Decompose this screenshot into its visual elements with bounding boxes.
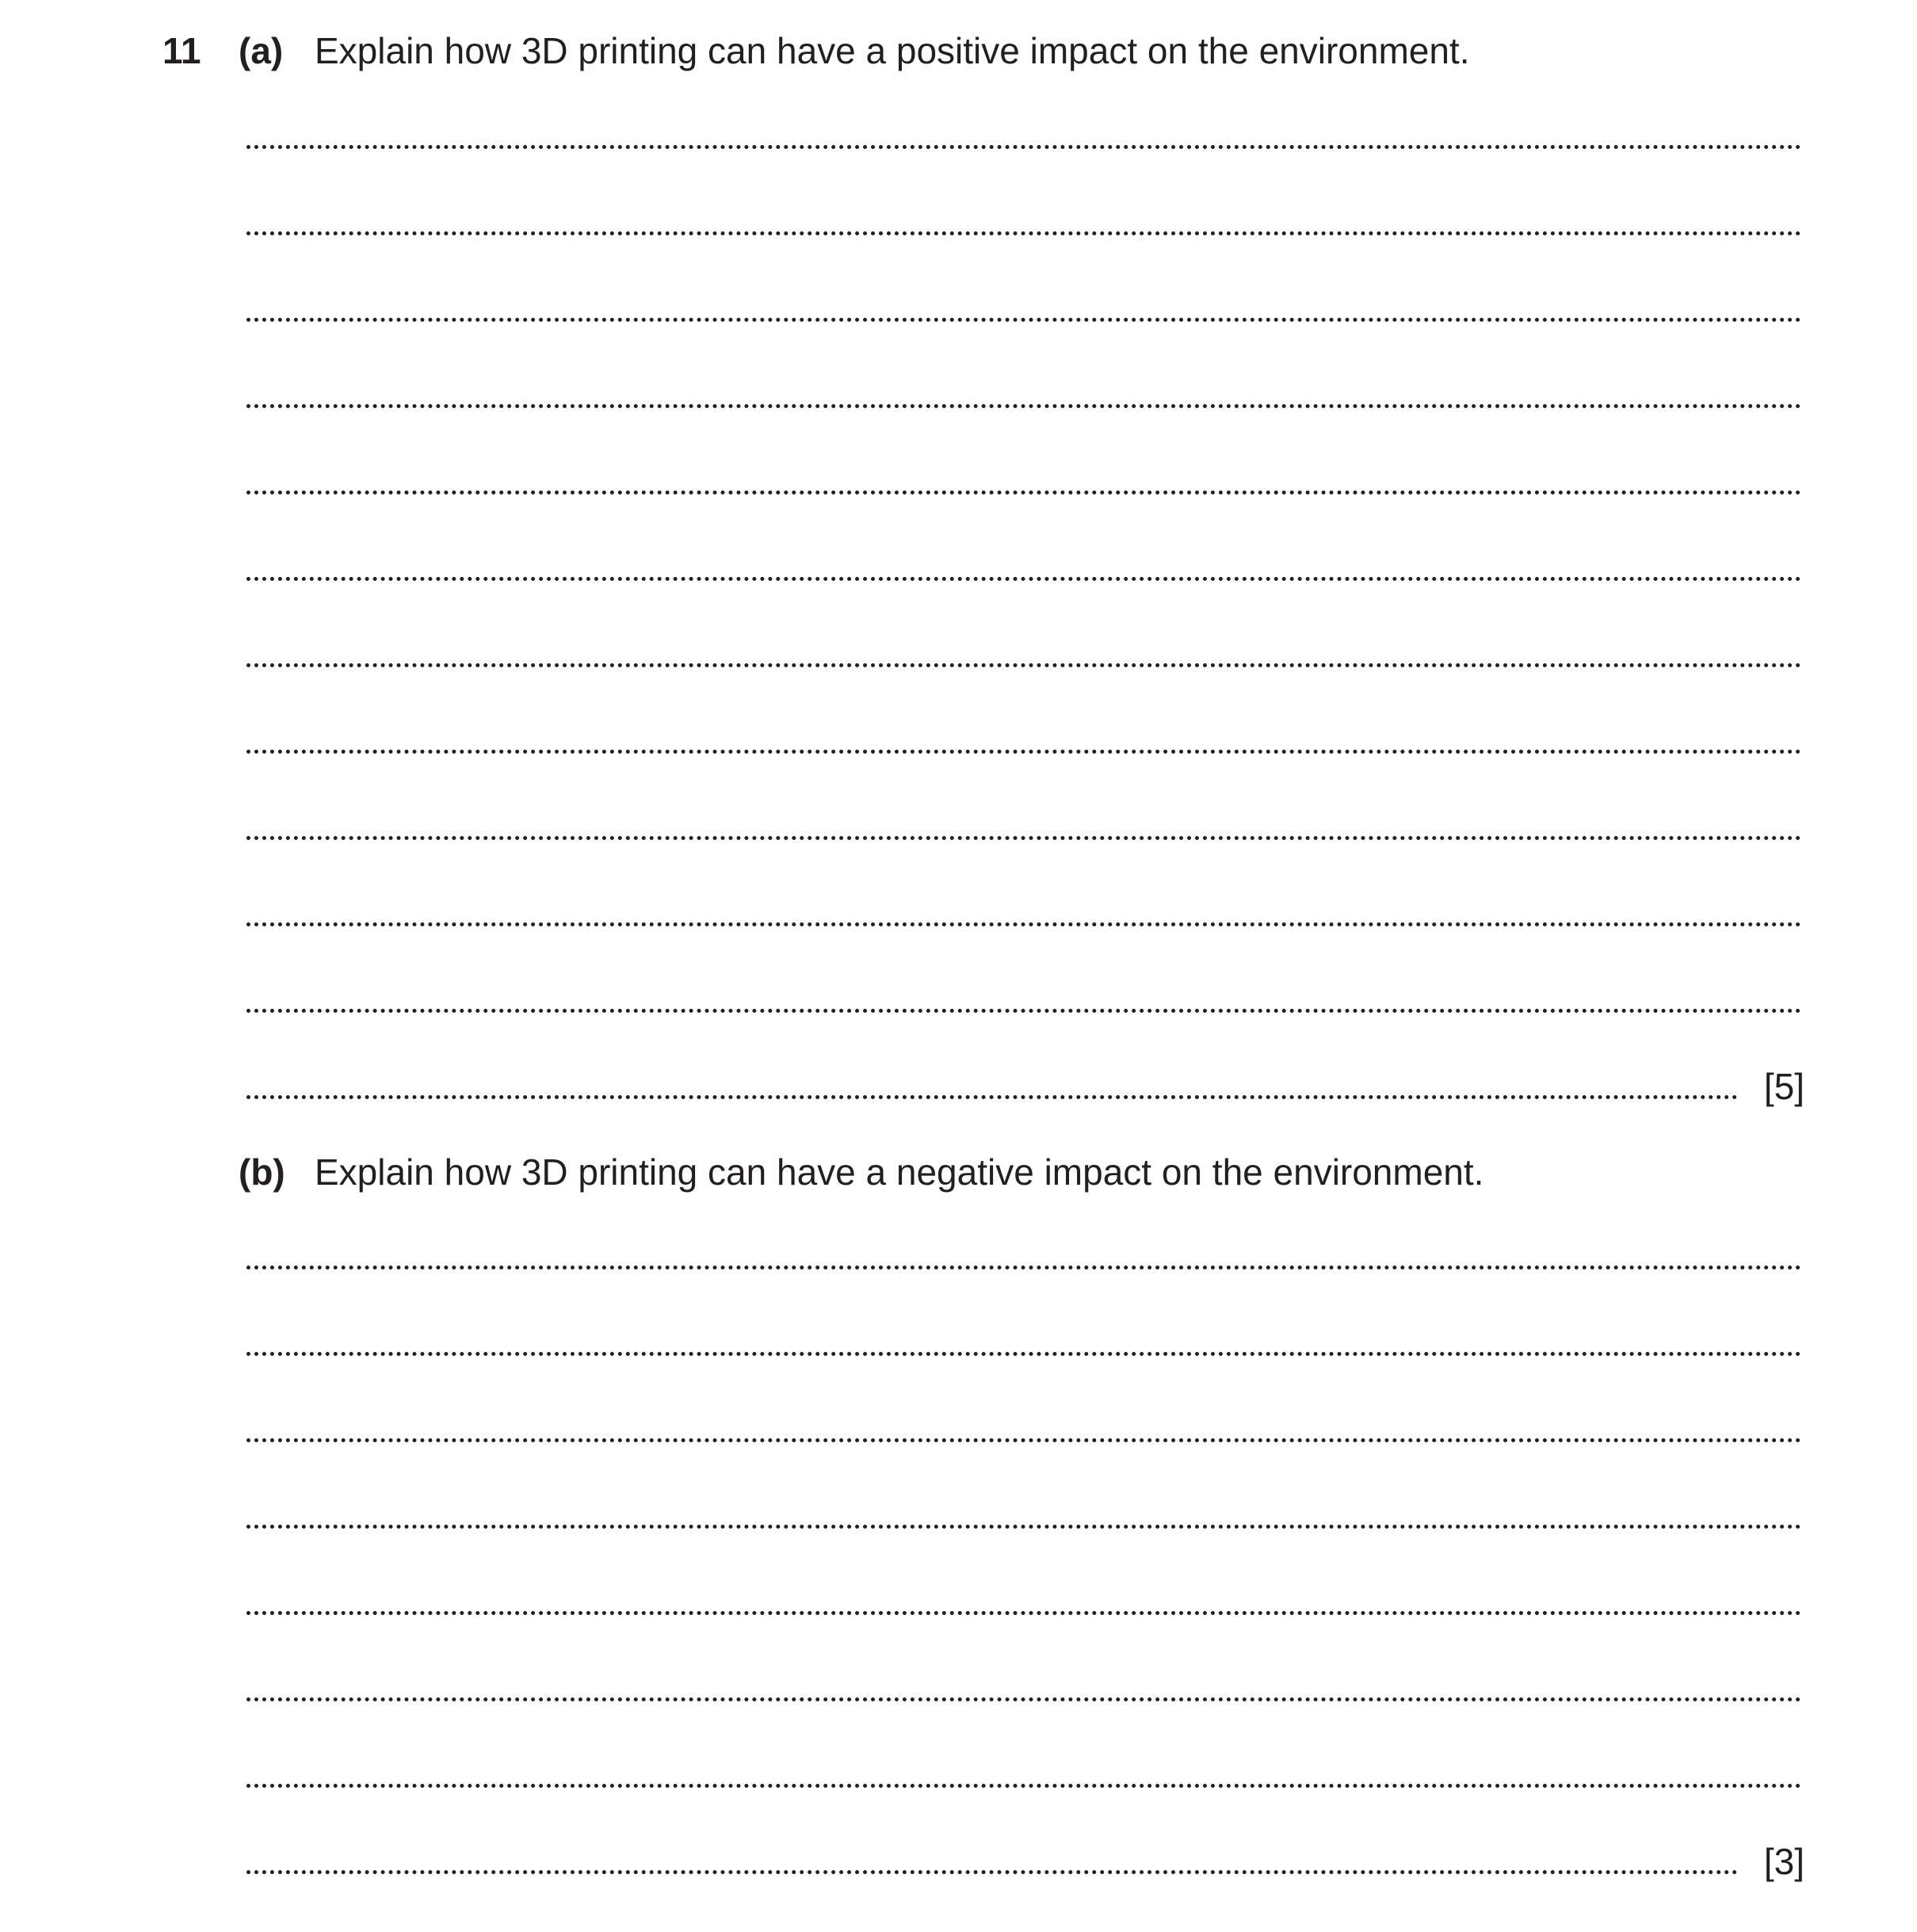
answer-line[interactable]: [246, 1784, 1801, 1788]
answer-line[interactable]: [246, 1009, 1801, 1013]
question-number: 11: [162, 30, 201, 71]
part-a-marks: [5]: [1763, 1066, 1804, 1107]
answer-line[interactable]: [246, 836, 1801, 840]
answer-line-last[interactable]: [246, 1095, 1738, 1099]
part-b-marks: [3]: [1763, 1841, 1804, 1882]
answer-line[interactable]: [246, 1438, 1801, 1442]
part-a-label: (a): [239, 30, 284, 71]
answer-line[interactable]: [246, 922, 1801, 926]
answer-line[interactable]: [246, 1352, 1801, 1356]
answer-line[interactable]: [246, 145, 1801, 149]
answer-line[interactable]: [246, 404, 1801, 408]
answer-line-last[interactable]: [246, 1870, 1738, 1874]
answer-line[interactable]: [246, 318, 1801, 322]
answer-line[interactable]: [246, 750, 1801, 754]
answer-line[interactable]: [246, 1611, 1801, 1615]
part-b-question-text: Explain how 3D printing can have a negative impact on the environment.: [315, 1151, 1484, 1193]
part-a-question-text: Explain how 3D printing can have a positive impact on the environment.: [315, 30, 1470, 71]
answer-line[interactable]: [246, 1266, 1801, 1270]
answer-line[interactable]: [246, 491, 1801, 494]
answer-line[interactable]: [246, 1697, 1801, 1701]
answer-line[interactable]: [246, 1525, 1801, 1529]
part-b-label: (b): [239, 1151, 285, 1193]
answer-line[interactable]: [246, 577, 1801, 581]
answer-line[interactable]: [246, 231, 1801, 235]
answer-line[interactable]: [246, 663, 1801, 667]
